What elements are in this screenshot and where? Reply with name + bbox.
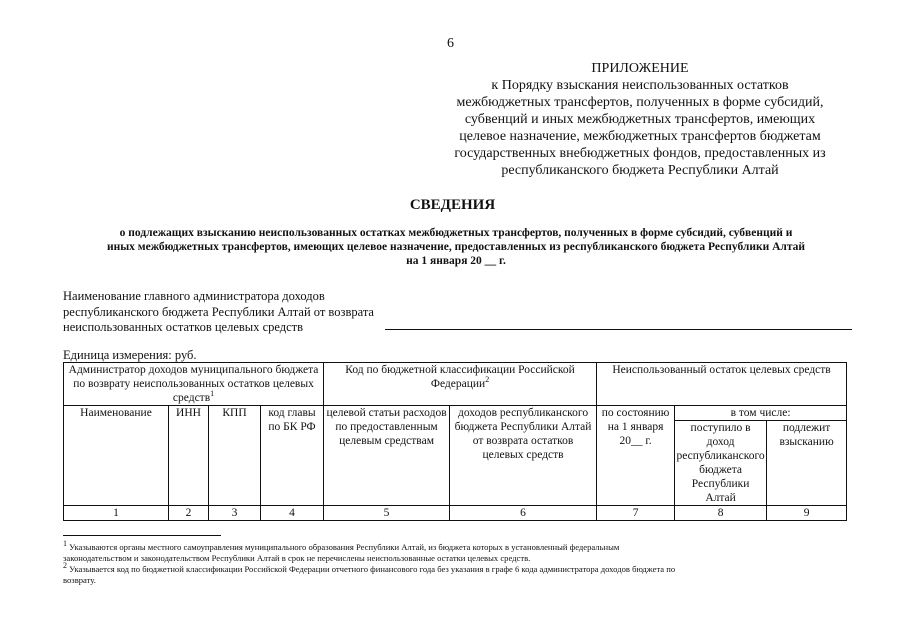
admin-label-line: республиканского бюджета Республики Алтай от возврата bbox=[63, 304, 374, 319]
appendix-block bbox=[420, 60, 860, 179]
admin-fill-line bbox=[385, 329, 852, 330]
column-number: 2 bbox=[169, 506, 209, 521]
footnote-1-line: законодательством и законодательством Республики Алтай в срок не перечислены неиспользованные остатки целевых средств. bbox=[63, 553, 531, 563]
subtitle-line: о подлежащих взысканию неиспользованных остатках межбюджетных трансфертов, полученных в форме субсидий, субвенций и bbox=[119, 227, 793, 239]
footnote-2-line: возврату. bbox=[63, 575, 96, 585]
column-number: 4 bbox=[261, 506, 324, 521]
col-kpp-header: КПП bbox=[209, 406, 261, 506]
col-name-header: Наименование bbox=[64, 406, 169, 506]
column-number: 3 bbox=[209, 506, 261, 521]
column-number: 9 bbox=[767, 506, 847, 521]
appendix-line: межбюджетных трансфертов, полученных в форме субсидий, bbox=[456, 95, 824, 110]
admin-label-line: Наименование главного администратора доходов bbox=[63, 289, 325, 303]
col-target-header: целевой статьи расходов по предоставленным целевым средствам bbox=[324, 406, 450, 506]
col-glava-header: код главы по БК РФ bbox=[261, 406, 324, 506]
col-state-header: по состоянию на 1 января 20__ г. bbox=[597, 406, 675, 506]
table-group-remainder: Неиспользованный остаток целевых средств bbox=[597, 363, 847, 406]
column-number: 6 bbox=[450, 506, 597, 521]
appendix-line: государственных внебюджетных фондов, предоставленных из bbox=[454, 146, 826, 161]
appendix-heading: ПРИЛОЖЕНИЕ bbox=[591, 61, 689, 76]
col-recover-header: подлежит взысканию bbox=[767, 421, 847, 506]
data-table bbox=[63, 362, 847, 521]
column-number: 8 bbox=[675, 506, 767, 521]
appendix-line: республиканского бюджета Республики Алтай bbox=[501, 163, 779, 178]
col-including-header: в том числе: bbox=[675, 406, 847, 421]
document-subtitle bbox=[60, 226, 852, 268]
appendix-line: целевое назначение, межбюджетных трансфертов бюджетам bbox=[459, 129, 821, 144]
appendix-line: к Порядку взыскания неиспользованных остатков bbox=[491, 78, 789, 93]
column-number: 1 bbox=[64, 506, 169, 521]
page-number: 6 bbox=[447, 36, 454, 51]
footnote-separator bbox=[63, 535, 221, 536]
unit-label: Единица измерения: руб. bbox=[63, 348, 197, 362]
col-inn-header: ИНН bbox=[169, 406, 209, 506]
table-group-budget-code: Код по бюджетной классификации Российской Федерации$^2$ bbox=[324, 363, 597, 406]
col-received-header: поступило в доход республиканского бюджета Республики Алтай bbox=[676, 422, 765, 504]
footnote-1-line: $^1$ Указываются органы местного самоуправления муниципального образования Республики Алтай, из бюджета которых в установленный федеральным bbox=[63, 539, 620, 552]
table-group-administrator: Администратор доходов муниципального бюджета по возврату неиспользованных остатков целевых средств$^1$ bbox=[64, 363, 324, 406]
admin-label bbox=[63, 289, 374, 336]
footnotes bbox=[63, 539, 845, 586]
col-income-header: доходов республиканского бюджета Республики Алтай от возврата остатков целевых средств bbox=[450, 406, 597, 506]
column-number: 5 bbox=[324, 506, 450, 521]
column-number: 7 bbox=[597, 506, 675, 521]
admin-label-line: неиспользованных остатков целевых средств bbox=[63, 320, 304, 334]
subtitle-line: иных межбюджетных трансфертов, имеющих целевое назначение, предоставленных из республиканского бюджета Республики Алтай bbox=[106, 241, 806, 253]
footnote-2-line: $^2$ Указывается код по бюджетной классификации Российской Федерации отчетного финансового года без указания в графе 6 кода администратора доходов бюджета по bbox=[63, 561, 676, 574]
document-title: СВЕДЕНИЯ bbox=[409, 197, 496, 213]
subtitle-line: на 1 января 20 __ г. bbox=[406, 255, 506, 267]
appendix-line: субвенций и иных межбюджетных трансфертов, имеющих bbox=[464, 112, 816, 127]
